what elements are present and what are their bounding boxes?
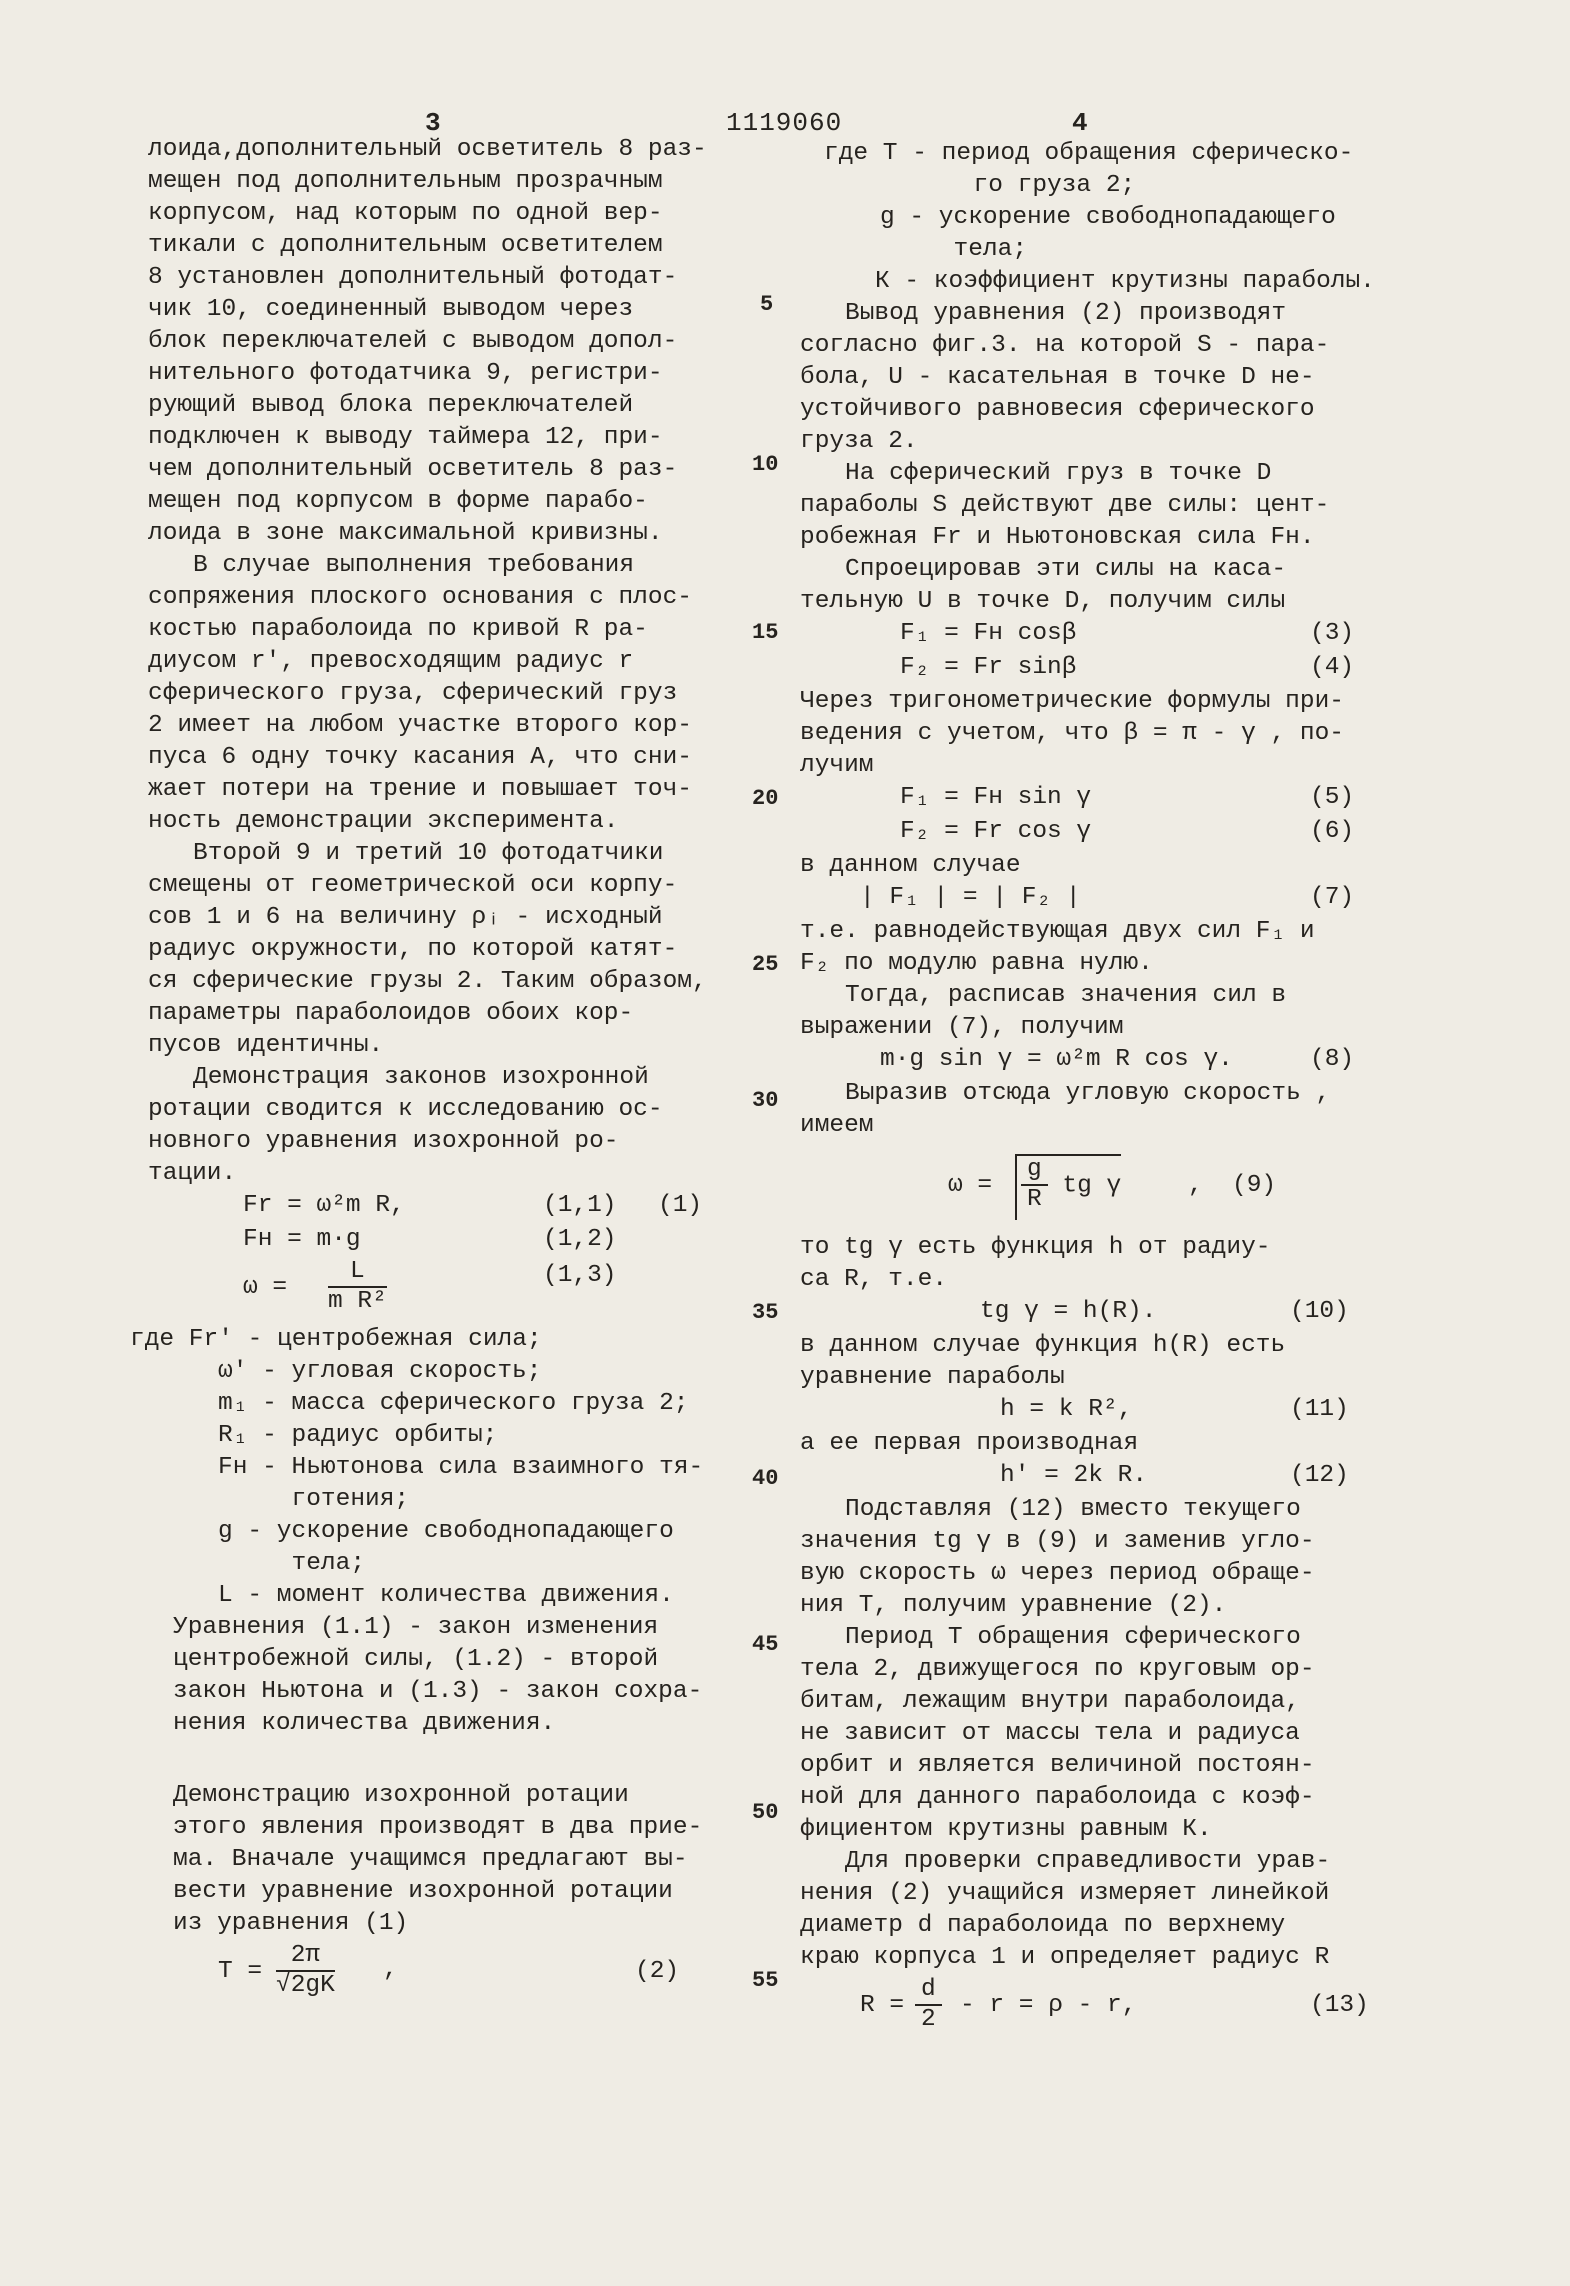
text-line: костью параболоида по кривой R ра- — [148, 616, 648, 643]
sqrt-sign — [1015, 1154, 1121, 1220]
fraction — [915, 1976, 942, 2034]
line-number: 10 — [752, 452, 779, 477]
text-line: параметры параболоидов обоих кор- — [148, 1000, 634, 1027]
text-line: устойчивого равновесия сферического — [800, 396, 1315, 423]
text-line: смещены от геометрической оси корпу- — [148, 872, 678, 899]
equation-number: (8) — [1310, 1046, 1355, 1073]
text-line: чик 10, соединенный выводом через — [148, 296, 634, 323]
line-number: 35 — [752, 1300, 779, 1325]
equation-expression: T = — [218, 1958, 263, 1985]
text-line: Спроецировав эти силы на каса- — [845, 556, 1287, 583]
equation-expression: ω = — [243, 1274, 288, 1301]
text-line: ся сферические грузы 2. Таким образом, — [148, 968, 707, 995]
paragraph — [800, 298, 1450, 458]
text-line: этого явления производят в два прие- — [173, 1814, 703, 1841]
paragraph — [800, 1494, 1450, 1622]
definition-line: где Fr' - центробежная сила; — [130, 1326, 542, 1353]
text-line: тикали с дополнительным осветителем — [148, 232, 663, 259]
equation-number: (1,3) — [543, 1262, 617, 1289]
definition-line: Fн - Ньютонова сила взаимного тя- — [218, 1454, 704, 1481]
equation-expression: h' = 2k R. — [1000, 1462, 1148, 1489]
line-number: 45 — [752, 1632, 779, 1657]
text-line: блок переключателей с выводом допол- — [148, 328, 678, 355]
text-line: в данном случае — [800, 852, 1021, 879]
text-line: Уравнения (1.1) - закон изменения — [173, 1614, 659, 1641]
right-column — [800, 138, 1450, 2040]
text-line: диаметр d параболоида по верхнему — [800, 1912, 1286, 1939]
equation-13 — [800, 1974, 1450, 2040]
text-line: мещен под дополнительным прозрачным — [148, 168, 663, 195]
paragraph — [800, 1622, 1450, 1846]
text-line: краю корпуса 1 и определяет радиус R — [800, 1944, 1330, 1971]
equation-number: (1,1) — [543, 1192, 617, 1219]
definition-line: L - момент количества движения. — [218, 1582, 674, 1609]
text-line: F₂ по модулю равна нулю. — [800, 950, 1153, 977]
definition-line: готения; — [218, 1486, 410, 1513]
text-line: Выразив отсюда угловую скорость , — [845, 1080, 1331, 1107]
text-line: имеем — [800, 1112, 874, 1139]
fraction — [328, 1258, 387, 1316]
fraction-numerator: g — [1021, 1156, 1048, 1186]
equation-separator: , — [383, 1956, 398, 1983]
fraction-numerator: 2π — [276, 1942, 335, 1972]
fraction — [276, 1942, 335, 2000]
definition-line: g - ускорение свободнопадающего — [218, 1518, 674, 1545]
text-line: орбит и является величиной постоян- — [800, 1752, 1315, 1779]
equation-separator: , — [1188, 1172, 1203, 1199]
text-line: сопряжения плоского основания с плос- — [148, 584, 692, 611]
equation-expression: F₁ = Fн sin γ — [900, 784, 1092, 811]
equation-expression: R = — [860, 1992, 905, 2019]
text-line: тации. — [148, 1160, 237, 1187]
equation-number: (2) — [635, 1958, 680, 1985]
equation-number: (9) — [1232, 1172, 1277, 1199]
text-line: Демонстрация законов изохронной — [193, 1064, 649, 1091]
text-line: бола, U - касательная в точке D не- — [800, 364, 1315, 391]
text-line: битам, лежащим внутри параболоида, — [800, 1688, 1300, 1715]
definition-line: m₁ - масса сферического груза 2; — [218, 1390, 689, 1417]
text-line: ма. Вначале учащимся предлагают вы- — [173, 1846, 688, 1873]
patent-number: 1119060 — [726, 108, 843, 138]
text-line: закон Ньютона и (1.3) - закон сохра- — [173, 1678, 703, 1705]
equation-expression: F₁ = Fн cosβ — [900, 620, 1077, 647]
text-line: пуса 6 одну точку касания А, что сни- — [148, 744, 692, 771]
equation-number: (11) — [1290, 1396, 1349, 1423]
text-line: жает потери на трение и повышает точ- — [148, 776, 692, 803]
text-line: мещен под корпусом в форме парабо- — [148, 488, 648, 515]
equation-6 — [800, 816, 1450, 850]
equation-number: (6) — [1310, 818, 1355, 845]
text-line: лоида в зоне максимальной кривизны. — [148, 520, 663, 547]
line-number: 50 — [752, 1800, 779, 1825]
equation-expression: m·g sin γ = ω²m R cos γ. — [880, 1046, 1233, 1073]
equation-1-1 — [148, 1190, 738, 1224]
text-line: а ее первая производная — [800, 1430, 1139, 1457]
text-line: уравнение параболы — [800, 1364, 1065, 1391]
paragraph — [148, 1780, 738, 1940]
line-number: 15 — [752, 620, 779, 645]
paragraph — [148, 134, 738, 550]
equation-number: (4) — [1310, 654, 1355, 681]
definition-line: g - ускорение свободнопадающего — [880, 204, 1336, 231]
text-line: са R, т.е. — [800, 1266, 948, 1293]
equation-expression: tg γ — [1062, 1172, 1122, 1200]
text-line: корпусом, над которым по одной вер- — [148, 200, 663, 227]
text-line: Вывод уравнения (2) производят — [845, 300, 1287, 327]
spacer — [148, 1740, 738, 1780]
text-line: сферического груза, сферический груз — [148, 680, 678, 707]
paragraph — [800, 686, 1450, 782]
paragraph — [800, 916, 1450, 980]
equation-1-2 — [148, 1224, 738, 1258]
equation-number: (7) — [1310, 884, 1355, 911]
line-number: 55 — [752, 1968, 779, 1993]
text-line: В случае выполнения требования — [193, 552, 635, 579]
fraction — [1021, 1156, 1048, 1214]
paragraph — [148, 1612, 738, 1740]
left-column — [130, 134, 738, 2010]
equation-11 — [800, 1394, 1450, 1428]
text-line: параболы S действуют две силы: цент- — [800, 492, 1330, 519]
equation-expression: | F₁ | = | F₂ | — [860, 884, 1081, 911]
text-line: не зависит от массы тела и радиуса — [800, 1720, 1300, 1747]
paragraph — [148, 1062, 738, 1190]
fraction-denominator: R — [1027, 1186, 1042, 1213]
text-line: из уравнения (1) — [173, 1910, 409, 1937]
equation-number: (10) — [1290, 1298, 1349, 1325]
text-line: центробежной силы, (1.2) - второй — [173, 1646, 659, 1673]
paragraph — [148, 838, 738, 1062]
text-line: в данном случае функция h(R) есть — [800, 1332, 1286, 1359]
text-line: рующий вывод блока переключателей — [148, 392, 634, 419]
text-line: вую скорость ω через период обраще- — [800, 1560, 1315, 1587]
definition-line: ω' - угловая скорость; — [218, 1358, 542, 1385]
equation-2 — [148, 1940, 738, 2010]
text-line: Подставляя (12) вместо текущего — [845, 1496, 1301, 1523]
paragraph — [800, 980, 1450, 1044]
text-line: то tg γ есть функция h от радиу- — [800, 1234, 1271, 1261]
text-line: подключен к выводу таймера 12, при- — [148, 424, 663, 451]
text-line: робежная Fr и Ньютоновская сила Fн. — [800, 524, 1315, 551]
line-number: 40 — [752, 1466, 779, 1491]
text-line: Второй 9 и третий 10 фотодатчики — [193, 840, 664, 867]
text-line: радиус окружности, по которой катят- — [148, 936, 678, 963]
equation-number: (5) — [1310, 784, 1355, 811]
fraction-denominator: √2gK — [276, 1972, 335, 1999]
text-line: 8 установлен дополнительный фотодат- — [148, 264, 678, 291]
text-line: лоида,дополнительный осветитель 8 раз- — [148, 136, 707, 163]
text-line: сов 1 и 6 на величину ρᵢ - исходный — [148, 904, 663, 931]
definition-line: К - коэффициент крутизны параболы. — [875, 268, 1375, 295]
text-line: груза 2. — [800, 428, 918, 455]
text-line: ния Т, получим уравнение (2). — [800, 1592, 1227, 1619]
equation-number: (3) — [1310, 620, 1355, 647]
equation-9 — [800, 1142, 1450, 1232]
equation-5 — [800, 782, 1450, 816]
text-line: тела 2, движущегося по круговым ор- — [800, 1656, 1315, 1683]
equation-expression: F₂ = Fr sinβ — [900, 654, 1077, 681]
equation-10 — [800, 1296, 1450, 1330]
text-line: тельную U в точке D, получим силы — [800, 588, 1286, 615]
text-line: 2 имеет на любом участке второго кор- — [148, 712, 692, 739]
text-line: Период Т обращения сферического — [845, 1624, 1301, 1651]
equation-8 — [800, 1044, 1450, 1078]
equation-expression: Fr = ω²m R, — [243, 1192, 405, 1219]
equation-12 — [800, 1460, 1450, 1494]
text-line: ность демонстрации эксперимента. — [148, 808, 619, 835]
text-line: чем дополнительный осветитель 8 раз- — [148, 456, 678, 483]
text-line: нения количества движения. — [173, 1710, 556, 1737]
text-line: Для проверки справедливости урав- — [845, 1848, 1331, 1875]
equation-3 — [800, 618, 1450, 652]
text-line: согласно фиг.3. на которой S - пара- — [800, 332, 1330, 359]
text-line: Через тригонометрические формулы при- — [800, 688, 1344, 715]
paragraph — [800, 458, 1450, 554]
text-line: новного уравнения изохронной ро- — [148, 1128, 619, 1155]
fraction-numerator: d — [915, 1976, 942, 2006]
equation-expression: h = k R², — [1000, 1396, 1133, 1423]
equation-number: (1,2) — [543, 1226, 617, 1253]
definition-line: го груза 2; — [900, 172, 1136, 199]
text-line: На сферический груз в точке D — [845, 460, 1272, 487]
definition-line: где Т - период обращения сферическо- — [824, 140, 1354, 167]
equation-7 — [800, 882, 1450, 916]
text-line: ротации сводится к исследованию ос- — [148, 1096, 663, 1123]
text-line: ной для данного параболоида с коэф- — [800, 1784, 1315, 1811]
text-line: т.е. равнодействующая двух сил F₁ и — [800, 918, 1315, 945]
equation-number: (13) — [1310, 1992, 1369, 2019]
line-number: 30 — [752, 1088, 779, 1113]
page-number-right: 4 — [1072, 108, 1088, 138]
text-line: Тогда, расписав значения сил в — [845, 982, 1287, 1009]
equation-expression: tg γ = h(R). — [980, 1298, 1157, 1325]
text-line: вести уравнение изохронной ротации — [173, 1878, 673, 1905]
line-number: 20 — [752, 786, 779, 811]
equation-expression: ω = — [948, 1172, 993, 1199]
definition-line: тела; — [218, 1550, 366, 1577]
definition-line: тела; — [880, 236, 1028, 263]
text-line: фициентом крутизны равным К. — [800, 1816, 1212, 1843]
paragraph — [800, 1846, 1450, 1974]
equation-expression: F₂ = Fr cos γ — [900, 818, 1092, 845]
line-number: 25 — [752, 952, 779, 977]
equation-expression: Fн = m·g — [243, 1226, 361, 1253]
paragraph — [800, 1078, 1450, 1142]
text-line: диусом r', превосходящим радиус r — [148, 648, 634, 675]
equation-4 — [800, 652, 1450, 686]
paragraph — [800, 1232, 1450, 1296]
text-line: ведения с учетом, что β = π - γ , по- — [800, 720, 1344, 747]
text-line: лучим — [800, 752, 874, 779]
fraction-denominator: 2 — [921, 2006, 936, 2033]
text-line: пусов идентичны. — [148, 1032, 384, 1059]
page-number-left: 3 — [425, 108, 441, 138]
fraction-denominator: m R² — [328, 1288, 387, 1315]
definition-line: R₁ - радиус орбиты; — [218, 1422, 498, 1449]
text-line: нения (2) учащийся измеряет линейкой — [800, 1880, 1330, 1907]
line-number: 5 — [760, 292, 774, 317]
equation-1-3 — [148, 1258, 738, 1324]
text-line: нительного фотодатчика 9, регистри- — [148, 360, 663, 387]
text-line: выражении (7), получим — [800, 1014, 1124, 1041]
equation-number: (12) — [1290, 1462, 1349, 1489]
text-line: значения tg γ в (9) и заменив угло- — [800, 1528, 1315, 1555]
equation-expression: - r = ρ - r, — [960, 1992, 1137, 2019]
paragraph — [800, 1330, 1450, 1394]
paragraph — [148, 550, 738, 838]
fraction-numerator: L — [328, 1258, 387, 1288]
text-line: Демонстрацию изохронной ротации — [173, 1782, 629, 1809]
equation-group-number: (1) — [658, 1192, 703, 1219]
paragraph — [800, 554, 1450, 618]
